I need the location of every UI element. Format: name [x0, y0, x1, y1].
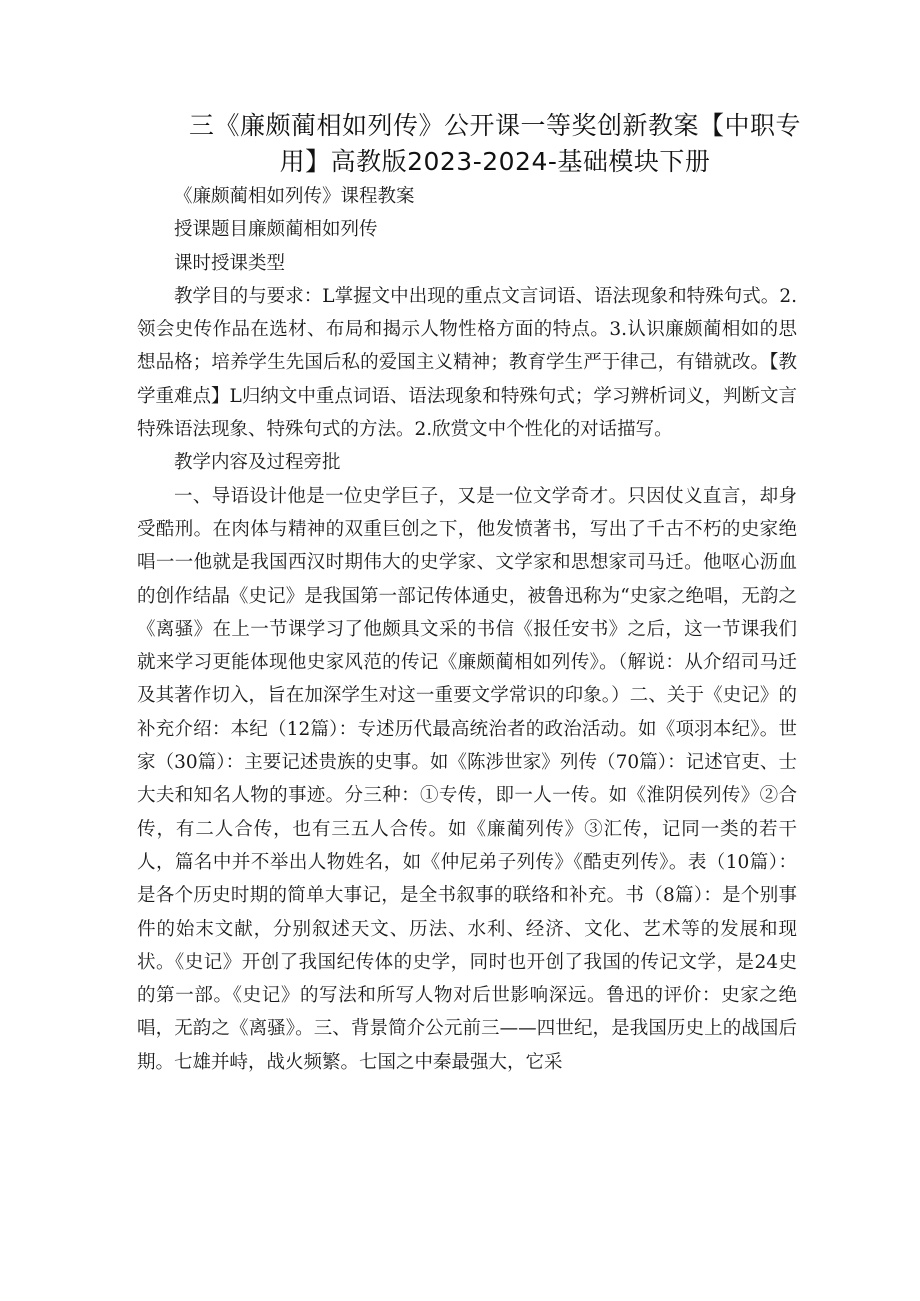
lesson-topic-line: 授课题目廉颇蔺相如列传 — [174, 219, 378, 241]
course-plan-heading: 《廉颇蔺相如列传》课程教案 — [174, 186, 415, 207]
document-title: 三《廉颇蔺相如列传》公开课一等奖创新教案【中职专用】高教版2023-2024-基础模块下册 — [188, 111, 801, 176]
class-hours-line: 课时授课类型 — [174, 252, 286, 274]
teaching-objectives-paragraph: 教学目的与要求：L掌握文中出现的重点文言词语、语法现象和特殊句式。2.领会史传作品在选材、布局和揭示人物性格方面的特点。3.认识廉颇蔺相如的思想品格；培养学生先国后私的爱国主义精神；教育学生严于律己，有错就改。【教学重难点】L归纳文中重点词语、语法现象和特殊句式；学习辨析词义，判断文言特殊语法现象、特殊句式的方法。2.欣赏文中个性化的对话描写。 — [137, 285, 797, 441]
lesson-body-paragraph: 一、导语设计他是一位史学巨子，又是一位文学奇才。只因仗义直言，却身受酷刑。在肉体与精神的双重巨创之下，他发愤著书，写出了千古不朽的史家绝唱一一他就是我国西汉时期伟大的史学家、文学家和思想家司马迁。他呕心沥血的创作结晶《史记》是我国第一部记传体通史，被鲁迅称为“史家之绝唱，无韵之《离骚》在上一节课学习了他颇具文采的书信《报任安书》之后，这一节课我们就来学习更能体现他史家风范的传记《廉颇蔺相如列传》。（解说：从介绍司马迁及其著作切入，旨在加深学生对这一重要文学常识的印象。）二、关于《史记》的补充介绍：本纪（12篇）：专述历代最高统治者的政治活动。如《项羽本纪》。世家（30篇）：主要记述贵族的史事。如《陈涉世家》列传（70篇）：记述官吏、士大夫和知名人物的事迹。分三种：①专传，即一人一传。如《淮阴侯列传》②合传，有二人合传，也有三五人合传。如《廉蔺列传》③汇传，记同一类的若干人，篇名中并不举出人物姓名，如《仲尼弟子列传》《酷吏列传》。表（10篇）：是各个历史时期的简单大事记，是全书叙事的联络和补充。书（8篇）：是个别事件的始末文献，分别叙述天文、历法、水利、经济、文化、艺术等的发展和现状。《史记》开创了我国纪传体的史学，同时也开创了我国的传记文学，是24史的第一部。《史记》的写法和所写人物对后世影响深远。鲁迅的评价：史家之绝唱，无韵之《离骚》。三、背景简介公元前三——四世纪，是我国历史上的战国后期。七雄并峙，战火频繁。七国之中秦最强大，它采 — [137, 485, 797, 1073]
teaching-content-heading: 教学内容及过程旁批 — [174, 452, 341, 474]
document-body — [137, 180, 797, 1079]
